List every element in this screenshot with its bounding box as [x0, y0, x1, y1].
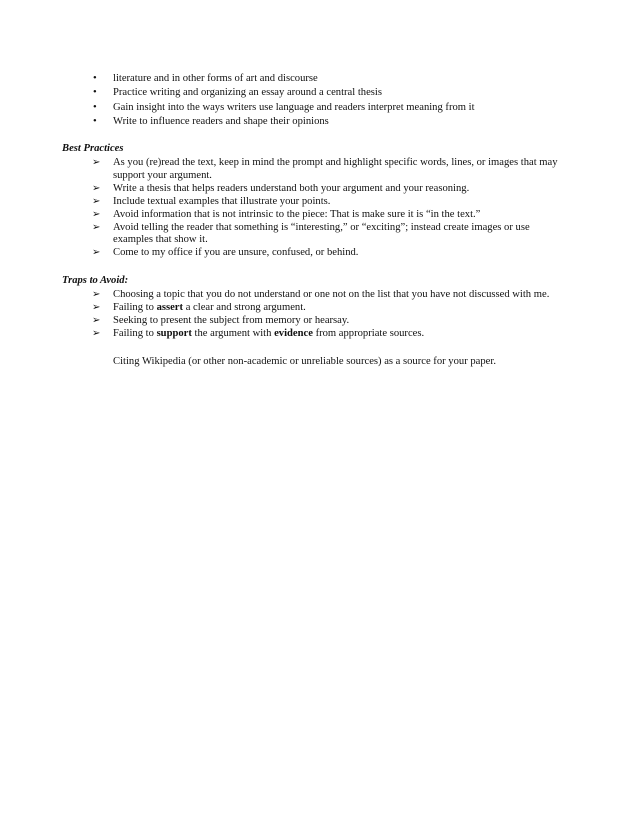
list-item: ➢ Seeking to present the subject from memory or hearsay. [92, 314, 350, 326]
bullet-icon: • [93, 73, 97, 84]
best-practices-list [78, 157, 568, 260]
arrow-bullet-icon: ➢ [92, 301, 101, 313]
list-item: ➢ Failing to support the argument with evidence from appropriate sources. [92, 327, 425, 339]
bullet-icon: • [93, 87, 97, 99]
list-item: ➢ Choosing a topic that you do not understand or one not on the list that you have not discussed with me. [92, 289, 550, 300]
list-item: • Practice writing and organizing an essay around a central thesis [93, 87, 382, 99]
traps-list [78, 289, 568, 341]
traps-continuation: Citing Wikipedia (or other non-academic or unreliable sources) as a source for your paper. [113, 356, 496, 367]
arrow-bullet-icon: ➢ [92, 208, 101, 220]
arrow-bullet-icon: ➢ [92, 247, 101, 259]
arrow-bullet-icon: ➢ [92, 314, 101, 326]
bullet-icon: • [93, 116, 97, 128]
list-item: • literature and in other forms of art and discourse [93, 73, 318, 84]
list-item: ➢ As you (re)read the text, keep in mind the prompt and highlight specific words, lines, or images that may support your argument. [92, 157, 558, 181]
list-item: ➢ Avoid telling the reader that something is “interesting,” or “exciting”; instead create images or use examples that show it. [92, 221, 530, 246]
objectives-list [78, 73, 578, 131]
list-item: ➢ Write a thesis that helps readers understand both your argument and your reasoning. [92, 182, 470, 194]
traps-heading: Traps to Avoid: [62, 275, 129, 286]
list-item: ➢ Avoid information that is not intrinsic to the piece: That is make sure it is “in the text.” [92, 208, 481, 220]
arrow-bullet-icon: ➢ [92, 289, 101, 300]
best-practices-heading: Best Practices [62, 143, 124, 154]
list-item: ➢ Failing to assert a clear and strong argument. [92, 301, 306, 313]
list-item: • Gain insight into the ways writers use language and readers interpret meaning from it [93, 101, 475, 113]
list-item: • Write to influence readers and shape their opinions [93, 116, 329, 128]
bullet-icon: • [93, 101, 97, 113]
arrow-bullet-icon: ➢ [92, 327, 101, 339]
arrow-bullet-icon: ➢ [92, 195, 101, 207]
arrow-bullet-icon: ➢ [92, 221, 101, 233]
arrow-bullet-icon: ➢ [92, 182, 101, 194]
arrow-bullet-icon: ➢ [92, 157, 101, 168]
list-item: ➢ Include textual examples that illustrate your points. [92, 195, 331, 207]
list-item: ➢ Come to my office if you are unsure, confused, or behind. [92, 247, 359, 259]
